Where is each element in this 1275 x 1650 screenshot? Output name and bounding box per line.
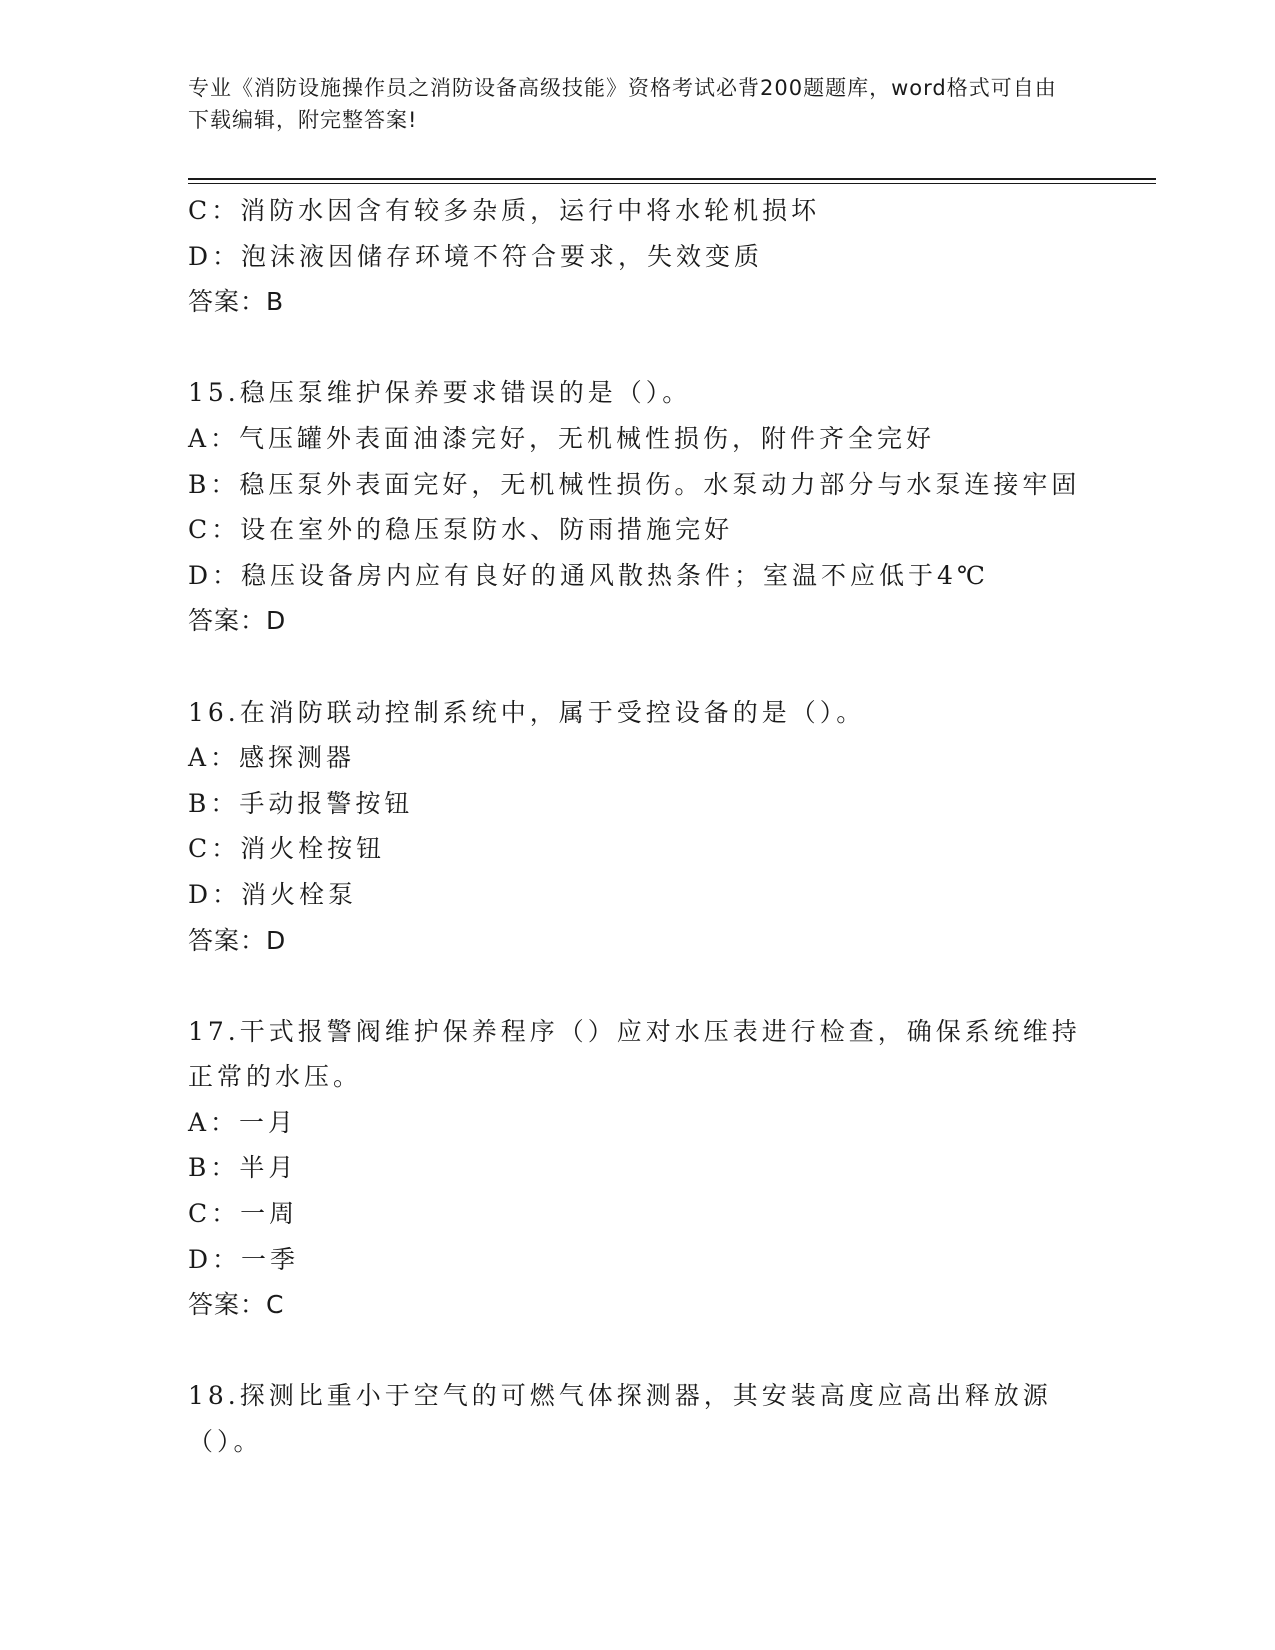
option-b: B：稳压泵外表面完好，无机械性损伤。水泵动力部分与水泵连接牢固 xyxy=(188,469,1081,499)
question-text: 16.在消防联动控制系统中，属于受控设备的是（）。 xyxy=(188,697,866,727)
option-b: B：半月 xyxy=(188,1153,298,1183)
option-c: C：消火栓按钮 xyxy=(188,834,386,864)
header-divider-thin xyxy=(188,183,1156,184)
option-d: D：稳压设备房内应有良好的通风散热条件；室温不应低于4℃ xyxy=(188,560,989,590)
option-d: D：泡沫液因储存环境不符合要求，失效变质 xyxy=(188,241,764,271)
question-fragment xyxy=(188,188,1088,325)
question-list xyxy=(188,188,1088,1465)
question-17 xyxy=(188,1009,1088,1328)
option-d: D：消火栓泵 xyxy=(188,879,358,909)
question-text: 15.稳压泵维护保养要求错误的是（）。 xyxy=(188,378,692,408)
document-header: 专业《消防设施操作员之消防设备高级技能》资格考试必背200题题库，word格式可自由下载编辑，附完整答案! xyxy=(188,76,1057,132)
option-c: C：设在室外的稳压泵防水、防雨措施完好 xyxy=(188,515,734,545)
question-15 xyxy=(188,370,1088,644)
question-text: 18.探测比重小于空气的可燃气体探测器，其安装高度应高出释放源（）。 xyxy=(188,1381,1052,1457)
answer: 答案：D xyxy=(188,606,287,636)
option-b: B：手动报警按钮 xyxy=(188,788,414,818)
option-c: C：消防水因含有较多杂质，运行中将水轮机损坏 xyxy=(188,196,821,225)
option-a: A：气压罐外表面油漆完好，无机械性损伤，附件齐全完好 xyxy=(188,423,936,453)
option-a: A：感探测器 xyxy=(188,743,356,773)
answer: 答案：D xyxy=(188,925,287,955)
option-a: A：一月 xyxy=(188,1107,298,1137)
option-c: C：一周 xyxy=(188,1199,299,1229)
question-16 xyxy=(188,690,1088,964)
answer: 答案：B xyxy=(188,287,285,317)
question-text: 17.干式报警阀维护保养程序（）应对水压表进行检查，确保系统维持正常的水压。 xyxy=(188,1016,1081,1092)
option-d: D：一季 xyxy=(188,1244,300,1274)
question-18 xyxy=(188,1373,1088,1464)
answer: 答案：C xyxy=(188,1290,285,1320)
header-divider-thick xyxy=(188,178,1156,180)
